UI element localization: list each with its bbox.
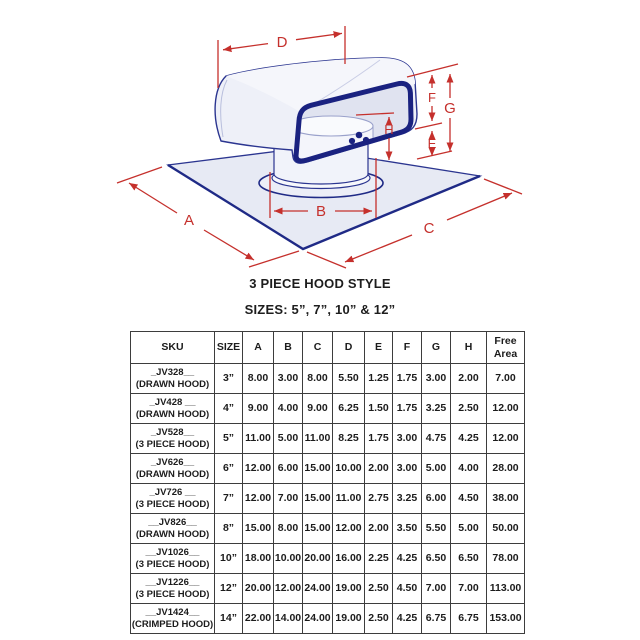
dim-value-cell: 6.75 <box>451 604 487 634</box>
dim-value-cell: 19.00 <box>333 604 365 634</box>
table-row <box>131 514 525 544</box>
dim-value-cell: 7.00 <box>487 364 525 394</box>
dim-value-cell: 4.00 <box>274 394 303 424</box>
sku-cell <box>131 514 215 544</box>
dim-value-cell: 3.00 <box>422 364 451 394</box>
sku-cell <box>131 424 215 454</box>
dim-value-cell: 12.00 <box>333 514 365 544</box>
sku-cell <box>131 484 215 514</box>
dim-value-cell: 3.00 <box>393 424 422 454</box>
dim-value-cell: 8.00 <box>274 514 303 544</box>
dim-value-cell: 3.50 <box>393 514 422 544</box>
hood <box>215 58 417 166</box>
table-row <box>131 574 525 604</box>
dim-value-cell: 2.50 <box>365 604 393 634</box>
dim-value-cell: 2.00 <box>365 454 393 484</box>
size-cell: 12” <box>215 574 243 604</box>
dim-value-cell: 6.25 <box>333 394 365 424</box>
dim-value-cell: 5.00 <box>274 424 303 454</box>
dim-value-cell: 15.00 <box>303 514 333 544</box>
size-cell: 6” <box>215 454 243 484</box>
hood-type: (3 PIECE HOOD) <box>135 588 210 600</box>
dim-value-cell: 8.25 <box>333 424 365 454</box>
table-row <box>131 454 525 484</box>
dim-value-cell: 11.00 <box>243 424 274 454</box>
dim-label-f: F <box>428 90 436 105</box>
column-header: B <box>274 332 303 364</box>
dim-value-cell: 14.00 <box>274 604 303 634</box>
dim-value-cell: 6.75 <box>422 604 451 634</box>
size-cell: 3” <box>215 364 243 394</box>
column-header: G <box>422 332 451 364</box>
sku-code: _JV626__ <box>150 457 195 469</box>
dimension-table <box>130 331 525 634</box>
sku-code: _JV328__ <box>150 367 195 379</box>
dim-value-cell: 6.50 <box>422 544 451 574</box>
hood-type: (DRAWN HOOD) <box>135 468 210 480</box>
dimension-table-wrap <box>130 331 525 634</box>
dim-value-cell: 20.00 <box>243 574 274 604</box>
dim-value-cell: 7.00 <box>422 574 451 604</box>
sku-cell <box>131 364 215 394</box>
dim-value-cell: 10.00 <box>333 454 365 484</box>
column-header: A <box>243 332 274 364</box>
size-cell: 5” <box>215 424 243 454</box>
column-header: C <box>303 332 333 364</box>
sku-code: __JV1026__ <box>145 547 200 559</box>
table-row <box>131 544 525 574</box>
dim-value-cell: 3.25 <box>422 394 451 424</box>
sku-code: __JV826__ <box>148 517 197 529</box>
dim-value-cell: 2.00 <box>365 514 393 544</box>
sku-code: __JV1424__ <box>145 607 200 619</box>
dim-value-cell: 4.25 <box>393 544 422 574</box>
dim-value-cell: 4.25 <box>451 424 487 454</box>
table-row <box>131 364 525 394</box>
table-header-row <box>131 332 525 364</box>
dim-value-cell: 6.00 <box>422 484 451 514</box>
dim-value-cell: 1.25 <box>365 364 393 394</box>
sku-cell <box>131 454 215 484</box>
dim-value-cell: 113.00 <box>487 574 525 604</box>
size-cell: 10” <box>215 544 243 574</box>
dim-value-cell: 12.00 <box>487 424 525 454</box>
dim-value-cell: 3.00 <box>274 364 303 394</box>
dim-value-cell: 6.00 <box>274 454 303 484</box>
dim-label-e: E <box>427 136 437 151</box>
hood-type: (DRAWN HOOD) <box>135 408 210 420</box>
hood-type: (DRAWN HOOD) <box>135 528 210 540</box>
dim-value-cell: 22.00 <box>243 604 274 634</box>
dim-value-cell: 153.00 <box>487 604 525 634</box>
dim-value-cell: 1.75 <box>393 394 422 424</box>
column-header: Free Area <box>487 332 525 364</box>
dim-label-h: H <box>384 122 394 137</box>
sku-cell <box>131 574 215 604</box>
dim-value-cell: 24.00 <box>303 604 333 634</box>
dim-value-cell: 15.00 <box>243 514 274 544</box>
sku-cell <box>131 394 215 424</box>
size-cell: 4” <box>215 394 243 424</box>
dim-value-cell: 9.00 <box>303 394 333 424</box>
dim-value-cell: 11.00 <box>333 484 365 514</box>
dim-value-cell: 8.00 <box>303 364 333 394</box>
column-header: H <box>451 332 487 364</box>
dim-label-b: B <box>315 203 327 220</box>
dim-value-cell: 2.25 <box>365 544 393 574</box>
dim-value-cell: 2.50 <box>451 394 487 424</box>
dim-value-cell: 1.75 <box>365 424 393 454</box>
column-header: D <box>333 332 365 364</box>
dim-value-cell: 7.00 <box>451 574 487 604</box>
dim-value-cell: 11.00 <box>303 424 333 454</box>
dim-value-cell: 6.50 <box>451 544 487 574</box>
dim-value-cell: 19.00 <box>333 574 365 604</box>
column-header: E <box>365 332 393 364</box>
table-row <box>131 604 525 634</box>
dim-value-cell: 18.00 <box>243 544 274 574</box>
column-header: F <box>393 332 422 364</box>
size-cell: 7” <box>215 484 243 514</box>
dim-label-g: G <box>444 100 456 117</box>
sku-code: _JV428 __ <box>149 397 196 409</box>
dim-value-cell: 8.00 <box>243 364 274 394</box>
size-cell: 14” <box>215 604 243 634</box>
size-cell: 8” <box>215 514 243 544</box>
dim-value-cell: 10.00 <box>274 544 303 574</box>
dim-value-cell: 15.00 <box>303 454 333 484</box>
dim-value-cell: 9.00 <box>243 394 274 424</box>
table-row <box>131 394 525 424</box>
dim-value-cell: 20.00 <box>303 544 333 574</box>
diagram-title: 3 PIECE HOOD STYLE <box>249 276 391 291</box>
sku-code: _JV528__ <box>150 427 195 439</box>
dim-value-cell: 2.50 <box>365 574 393 604</box>
sku-code: __JV1226__ <box>145 577 200 589</box>
hood-type: (3 PIECE HOOD) <box>135 558 210 570</box>
dim-value-cell: 2.00 <box>451 364 487 394</box>
dim-value-cell: 78.00 <box>487 544 525 574</box>
dim-value-cell: 12.00 <box>487 394 525 424</box>
table-row <box>131 484 525 514</box>
table-row <box>131 424 525 454</box>
dim-value-cell: 38.00 <box>487 484 525 514</box>
dim-label-c: C <box>423 220 435 237</box>
dim-value-cell: 28.00 <box>487 454 525 484</box>
dim-value-cell: 24.00 <box>303 574 333 604</box>
dim-value-cell: 4.00 <box>451 454 487 484</box>
dim-value-cell: 4.50 <box>451 484 487 514</box>
dim-value-cell: 4.75 <box>422 424 451 454</box>
hood-type: (3 PIECE HOOD) <box>135 438 210 450</box>
dim-value-cell: 3.25 <box>393 484 422 514</box>
dim-value-cell: 1.50 <box>365 394 393 424</box>
dim-value-cell: 5.00 <box>451 514 487 544</box>
dim-label-a: A <box>183 212 195 229</box>
dim-value-cell: 50.00 <box>487 514 525 544</box>
dim-value-cell: 12.00 <box>274 574 303 604</box>
sku-cell <box>131 544 215 574</box>
column-header: SKU <box>131 332 215 364</box>
column-header: SIZE <box>215 332 243 364</box>
table-body <box>131 364 525 634</box>
hood-type: (3 PIECE HOOD) <box>135 498 210 510</box>
sku-code: _JV726 __ <box>149 487 196 499</box>
dim-label-d: D <box>276 34 288 51</box>
dim-value-cell: 4.25 <box>393 604 422 634</box>
dim-value-cell: 4.50 <box>393 574 422 604</box>
hood-type: (CRIMPED HOOD) <box>131 618 214 630</box>
dim-value-cell: 15.00 <box>303 484 333 514</box>
dim-value-cell: 16.00 <box>333 544 365 574</box>
dim-value-cell: 5.50 <box>333 364 365 394</box>
dim-value-cell: 5.00 <box>422 454 451 484</box>
dim-value-cell: 7.00 <box>274 484 303 514</box>
dim-value-cell: 1.75 <box>393 364 422 394</box>
dim-value-cell: 12.00 <box>243 484 274 514</box>
sku-cell <box>131 604 215 634</box>
dim-value-cell: 5.50 <box>422 514 451 544</box>
diagram-subtitle: SIZES: 5”, 7”, 10” & 12” <box>244 302 396 317</box>
hood-diagram <box>0 0 640 272</box>
dim-value-cell: 3.00 <box>393 454 422 484</box>
dim-value-cell: 2.75 <box>365 484 393 514</box>
dim-value-cell: 12.00 <box>243 454 274 484</box>
hood-type: (DRAWN HOOD) <box>135 378 210 390</box>
